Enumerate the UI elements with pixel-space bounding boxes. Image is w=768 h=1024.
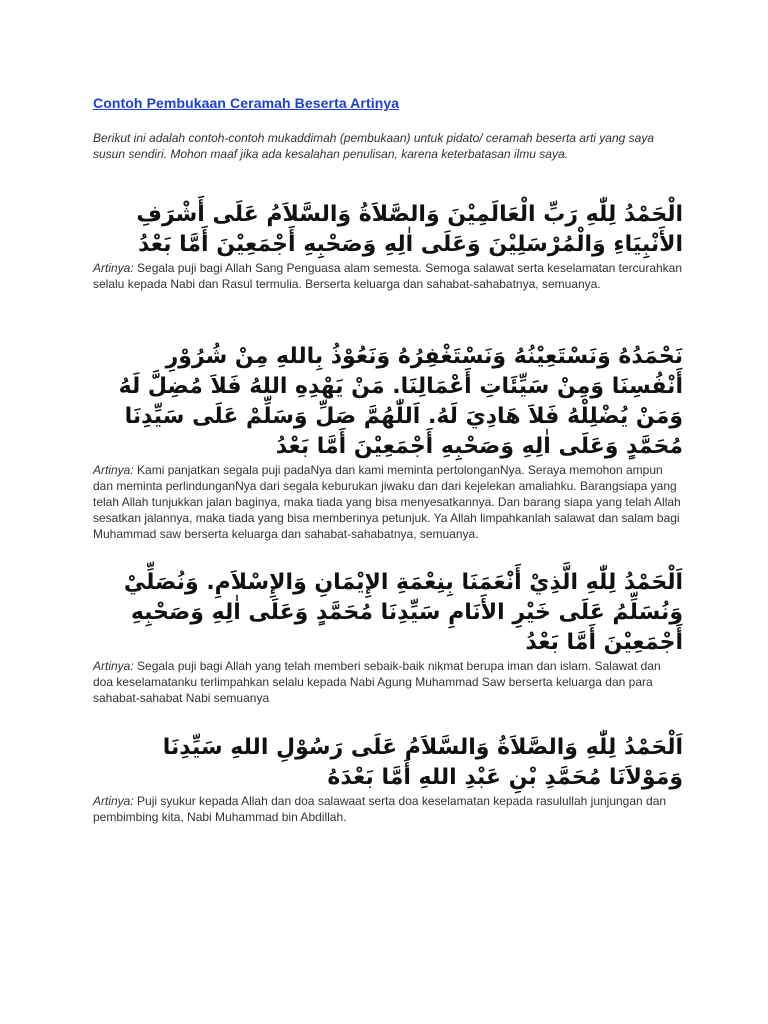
arabic-text: اَلْحَمْدُ لِلّٰهِ الَّذِيْ أَنْعَمَنَا بِنِعْمَةِ الإِيْمَانِ وَالإِسْلاَمِ. وَنُصَلِّيْ وَنُسَلِّمُ عَلَى خَيْرِ الأَنَامِ سَيِّدِنَا مُحَمَّدٍ وَعَلَى اٰلِهِ وَصَحْبِهِ أَجْمَعِيْنَ أَمَّا بَعْدُ — [123, 570, 683, 655]
arabic-text: اَلْحَمْدُ لِلّٰهِ وَالصَّلاَةُ وَالسَّلاَمُ عَلَى رَسُوْلِ اللهِ سَيِّدِنَا وَمَوْلاَنَا مُحَمَّدِ بْنِ عَبْدِ اللهِ أَمَّا بَعْدَهُ — [162, 735, 683, 790]
translation-label: Artinya: — [93, 794, 134, 808]
translation-body: Segala puji bagi Allah Sang Penguasa alam semesta. Semoga salawat serta keselamatan tercurahkan selalu kepada Nabi dan Rasul termulia. Berserta keluarga dan sahabat-sahabatnya, semuanya. — [93, 261, 683, 291]
page-title-link[interactable]: Contoh Pembukaan Ceramah Beserta Artinya — [93, 95, 400, 111]
translation-label: Artinya: — [93, 659, 134, 673]
translation-text — [93, 462, 683, 542]
intro-paragraph: Berikut ini adalah contoh-contoh mukaddimah (pembukaan) untuk pidato/ ceramah beserta arti yang saya susun sendiri. Mohon maaf jika ada kesalahan penulisan, karena keterbatasan ilmu saya. — [93, 131, 654, 161]
translation-label: Artinya: — [93, 463, 134, 477]
section-1 — [93, 200, 683, 292]
arabic-text: نَحْمَدُهُ وَنَسْتَعِيْنُهُ وَنَسْتَغْفِرُهُ وَنَعُوْذُ بِاللهِ مِنْ شُرُوْرِ أَنْفُسِنَا وَمِنْ سَيِّئَاتِ أَعْمَالِنَا. مَنْ يَهْدِهِ اللهُ فَلاَ مُضِلَّ لَهُ وَمَنْ يُضْلِلْهُ فَلاَ هَادِيَ لَهُ. اَللّٰهُمَّ صَلِّ وَسَلِّمْ عَلَى سَيِّدِنَا مُحَمَّدٍ وَعَلَى اٰلِهِ وَصَحْبِهِ أَجْمَعِيْنَ أَمَّا بَعْدُ — [118, 344, 683, 459]
translation-label: Artinya: — [93, 261, 134, 275]
translation-body: Kami panjatkan segala puji padaNya dan kami meminta pertolonganNya. Seraya memohon ampun dan meminta perlindunganNya dari segala keburukan jiwaku dan dari kejelekan amaliahku. Barangsiapa yang telah Allah tunjukkan jalan baginya, maka tiada yang bisa menyesatkannya. Dan barang siapa yang telah Allah sesatkan jalannya, maka tiada yang bisa memberinya petunjuk. Ya Allah limpahkanlah salawat dan salam bagi Muhammad saw berserta keluarga dan sahabat-sahabatnya, semuanya. — [93, 463, 681, 541]
section-4 — [93, 733, 683, 825]
translation-text — [93, 793, 683, 825]
document-page — [93, 92, 683, 162]
translation-body: Puji syukur kepada Allah dan doa salawaat serta doa keselamatan kepada rasulullah junjungan dan pembimbing kita, Nabi Muhammad bin Abdillah. — [93, 794, 667, 824]
section-3 — [93, 568, 683, 706]
arabic-text: الْحَمْدُ لِلّٰهِ رَبِّ الْعَالَمِيْنَ وَالصَّلاَةُ وَالسَّلاَمُ عَلَى أَشْرَفِ الأَنْبِيَاءِ وَالْمُرْسَلِيْنَ وَعَلَى اٰلِهِ وَصَحْبِهِ أَجْمَعِيْنَ أَمَّا بَعْدُ — [136, 202, 683, 257]
translation-body: Segala puji bagi Allah yang telah memberi sebaik-baik nikmat berupa iman dan islam. Salawat dan doa keselamatanku terlimpahkan selalu kepada Nabi Agung Muhammad Saw berserta keluarga dan para sahabat-sahabat Nabi semuanya — [93, 659, 661, 705]
section-2 — [93, 342, 683, 542]
translation-text — [93, 658, 683, 706]
translation-text — [93, 260, 683, 292]
